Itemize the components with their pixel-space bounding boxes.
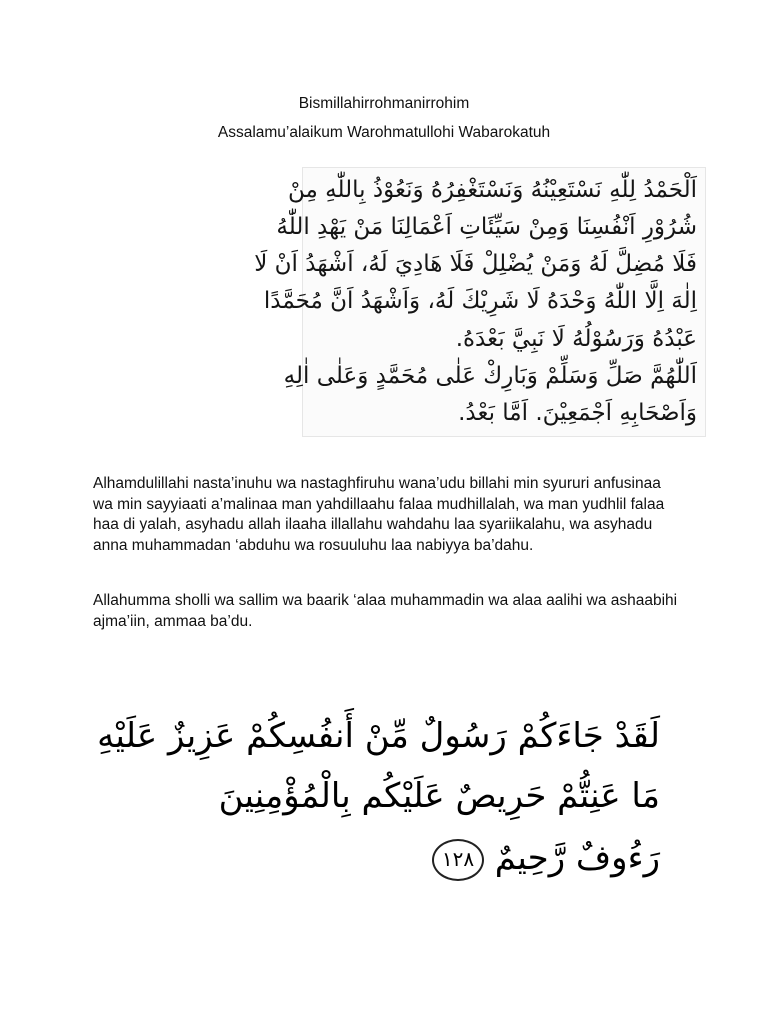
opening-transliteration-paragraph: Alhamdulillahi nasta’inuhu wa nastaghfiruhu wana’udu billahi min syururi anfusinaa wa min sayyiaati a’malinaa man yahdillaahu falaa mudhillalah, wa man yudhlil falaa haa di yalah, asyhadu allah ilaaha illallahu wahdahu laa syariikalahu, wa asyhadu anna muhammadan ‘abduhu wa rosuuluhu laa nabiyya ba’dahu.: [93, 475, 665, 554]
arabic-line-2: شُرُوْرِ اَنْفُسِنَا وَمِنْ سَيِّئَاتِ اَعْمَالِنَا مَنْ يَهْدِ اللّٰهُ: [276, 214, 697, 240]
verse-line-2: مَا عَنِتُّمْ حَرِيصٌ عَلَيْكُم بِالْمُؤْمِنِينَ: [218, 776, 660, 816]
arabic-line-4: اِلٰهَ اِلَّا اللّٰهُ وَحْدَهُ لَا شَرِيْكَ لَهُ، وَاَشْهَدُ اَنَّ مُحَمَّدًا: [263, 288, 697, 314]
arabic-line-6: اَللّٰهُمَّ صَلِّ وَسَلِّمْ وَبَارِكْ عَلٰى مُحَمَّدٍ وَعَلٰى اٰلِهِ: [283, 363, 697, 389]
verse-line-1: لَقَدْ جَاءَكُمْ رَسُولٌ مِّنْ أَنفُسِكُمْ عَزِيزٌ عَلَيْهِ: [97, 716, 660, 756]
quran-verse-image: [80, 700, 660, 890]
bismillah-heading: Bismillahirrohmanirrohim: [298, 95, 470, 112]
arabic-line-5: عَبْدُهُ وَرَسُوْلُهُ لَا نَبِيَّ بَعْدَهُ.: [455, 326, 697, 352]
verse-line-3-text: رَءُوفٌ رَّحِيمٌ: [494, 838, 660, 878]
arabic-line-7: وَاَصْحَابِهِ اَجْمَعِيْنَ. اَمَّا بَعْدُ.: [458, 400, 697, 426]
verse-line-3: [424, 828, 660, 888]
salam-heading: Assalamu’alaikum Warohmatullohi Wabarokatuh: [217, 124, 551, 141]
arabic-line-1: اَلْحَمْدُ لِلّٰهِ نَسْتَعِيْنُهُ وَنَسْتَغْفِرُهُ وَنَعُوْذُ بِاللّٰهِ مِنْ: [288, 177, 697, 203]
arabic-line-3: فَلَا مُضِلَّ لَهُ وَمَنْ يُضْلِلْ فَلَا هَادِيَ لَهُ، اَشْهَدُ اَنْ لَا: [254, 251, 697, 277]
arabic-khutbah-opening-image: [254, 167, 706, 437]
ayah-number-marker: ١٢٨: [432, 839, 484, 881]
salawat-transliteration-paragraph: Allahumma sholli wa sallim wa baarik ‘alaa muhammadin wa alaa aalihi wa ashaabihi ajma’iin, ammaa ba’du.: [93, 592, 678, 630]
